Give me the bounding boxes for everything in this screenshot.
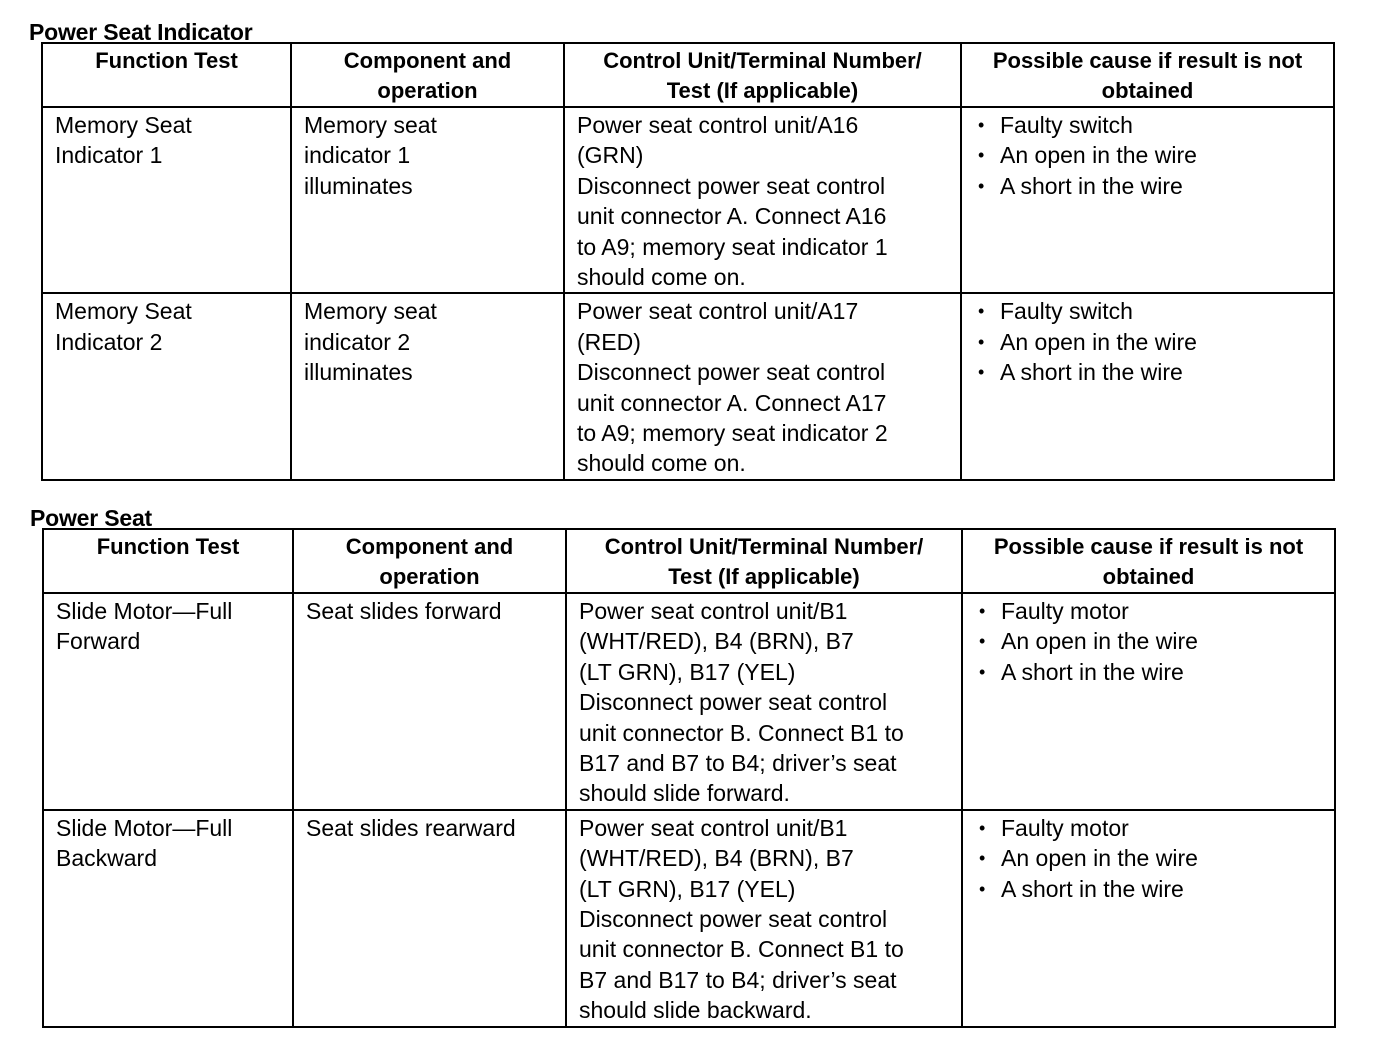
cell-control-unit: Power seat control unit/B1 (WHT/RED), B4 (BRN), B7 (LT GRN), B17 (YEL) Disconnect power seat control unit connector B. Connect B1 to B7 and B17 to B4; driver’s seat should slide backward. [566, 810, 962, 1027]
list-item: • Faulty motor [977, 596, 1324, 626]
power-seat-table [42, 528, 1336, 1028]
cell-function-test: Slide Motor—Full Backward [43, 810, 293, 1027]
list-item: • An open in the wire [976, 327, 1323, 357]
cell-causes [961, 107, 1334, 293]
section-title-power-seat-indicator: Power Seat Indicator [29, 19, 253, 45]
header-component: Component and operation [291, 43, 564, 107]
cell-component: Seat slides forward [293, 593, 566, 810]
section-title-power-seat: Power Seat [30, 505, 152, 531]
cell-component: Memory seat indicator 1 illuminates [291, 107, 564, 293]
list-item: • An open in the wire [977, 626, 1324, 656]
list-item: • A short in the wire [977, 874, 1324, 904]
list-item: • An open in the wire [977, 843, 1324, 873]
list-item: • A short in the wire [976, 357, 1323, 387]
table-row [42, 107, 1334, 293]
header-control-unit: Control Unit/Terminal Number/ Test (If applicable) [566, 529, 962, 593]
header-cause: Possible cause if result is not obtained [961, 43, 1334, 107]
cell-function-test: Memory Seat Indicator 2 [42, 293, 291, 479]
list-item: • Faulty switch [976, 296, 1323, 326]
list-item: • Faulty motor [977, 813, 1324, 843]
cell-control-unit: Power seat control unit/A16 (GRN) Disconnect power seat control unit connector A. Connect A16 to A9; memory seat indicator 1 should come on. [564, 107, 961, 293]
header-function-test: Function Test [43, 529, 293, 593]
cell-causes [962, 810, 1335, 1027]
header-function-test: Function Test [42, 43, 291, 107]
list-item: • An open in the wire [976, 140, 1323, 170]
header-control-unit: Control Unit/Terminal Number/ Test (If applicable) [564, 43, 961, 107]
cell-component: Memory seat indicator 2 illuminates [291, 293, 564, 479]
cell-causes [962, 593, 1335, 810]
header-component: Component and operation [293, 529, 566, 593]
list-item: • A short in the wire [977, 657, 1324, 687]
list-item: • Faulty switch [976, 110, 1323, 140]
cell-causes [961, 293, 1334, 479]
table-row [43, 593, 1335, 810]
table-row [43, 810, 1335, 1027]
list-item: • A short in the wire [976, 171, 1323, 201]
cell-component: Seat slides rearward [293, 810, 566, 1027]
cell-control-unit: Power seat control unit/B1 (WHT/RED), B4 (BRN), B7 (LT GRN), B17 (YEL) Disconnect power seat control unit connector B. Connect B1 to B17 and B7 to B4; driver’s seat should slide forward. [566, 593, 962, 810]
cell-control-unit: Power seat control unit/A17 (RED) Disconnect power seat control unit connector A. Connect A17 to A9; memory seat indicator 2 should come on. [564, 293, 961, 479]
cell-function-test: Slide Motor—Full Forward [43, 593, 293, 810]
cell-function-test: Memory Seat Indicator 1 [42, 107, 291, 293]
power-seat-indicator-table [41, 42, 1335, 481]
table-row [42, 293, 1334, 479]
header-cause: Possible cause if result is not obtained [962, 529, 1335, 593]
